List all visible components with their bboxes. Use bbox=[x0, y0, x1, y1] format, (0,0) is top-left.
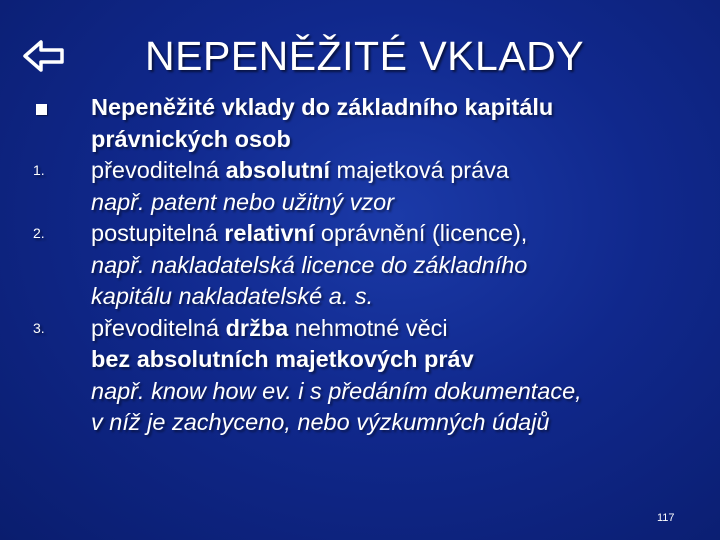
item-3-text-pre: převoditelná bbox=[91, 314, 226, 341]
slide-title: NEPENĚŽITÉ VKLADY bbox=[145, 33, 585, 79]
square-bullet-icon bbox=[36, 104, 47, 115]
intro-bullet bbox=[0, 92, 720, 155]
hollow-left-arrow-icon bbox=[22, 36, 66, 76]
item-3-example-line-2: v níž je zachyceno, nebo výzkumných údajů bbox=[91, 409, 550, 435]
list-marker-1: 1. bbox=[33, 162, 45, 178]
list-item-1 bbox=[0, 155, 720, 218]
item-1-text-post: majetková práva bbox=[330, 157, 509, 183]
page-number: 117 bbox=[657, 512, 675, 524]
item-3-text bbox=[91, 313, 720, 345]
list-item-3 bbox=[0, 313, 720, 439]
intro-line-1: Nepeněžité vklady do základního kapitálu bbox=[91, 94, 554, 120]
item-3-text-bold: držba bbox=[225, 314, 289, 341]
item-2-text bbox=[91, 218, 720, 250]
slide-content bbox=[0, 92, 720, 439]
item-1-text-pre: převoditelná bbox=[91, 157, 226, 183]
list-marker-3: 3. bbox=[33, 319, 45, 336]
item-2-example-line-1: např. nakladatelská licence do základního bbox=[91, 251, 528, 278]
item-1-example: např. patent nebo užitný vzor bbox=[91, 188, 395, 215]
title-row bbox=[0, 28, 720, 88]
list-item-2 bbox=[0, 218, 720, 313]
item-2-text-pre: postupitelná bbox=[91, 220, 225, 246]
item-1-text bbox=[91, 155, 720, 187]
item-3-text-post: nehmotné věci bbox=[288, 314, 448, 341]
intro-line-2: právnických osob bbox=[91, 125, 291, 152]
item-2-text-bold: relativní bbox=[224, 220, 315, 246]
item-3-bold-line: bez absolutních majetkových práv bbox=[91, 346, 474, 372]
item-2-text-post: oprávnění (licence), bbox=[314, 220, 528, 246]
list-marker-2: 2. bbox=[33, 225, 45, 241]
item-3-example-line-1: např. know how ev. i s předáním dokumentace, bbox=[91, 377, 582, 404]
item-2-example-line-2: kapitálu nakladatelské a. s. bbox=[91, 283, 374, 309]
item-1-text-bold: absolutní bbox=[225, 157, 331, 183]
